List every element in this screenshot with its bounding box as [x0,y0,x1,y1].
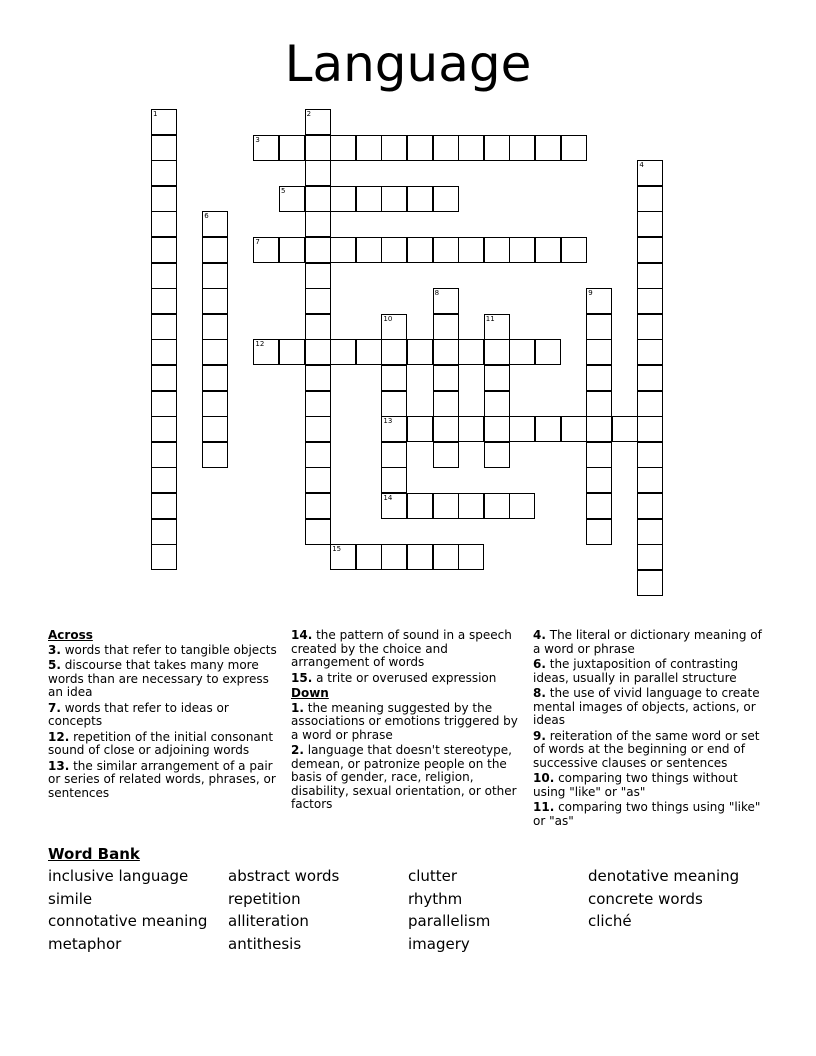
clue-text: discourse that takes many more words than are necessary to express an idea [48,658,269,699]
clue-number: 8 [434,289,440,298]
clue-number: 2 [306,110,312,118]
grid-cell[interactable] [381,186,407,212]
grid-cell[interactable] [381,365,407,391]
grid-cell[interactable] [279,135,305,161]
grid-cell[interactable] [330,237,356,263]
grid-cell[interactable] [535,237,561,263]
grid-cell[interactable] [356,544,382,570]
clue-number: 1 [153,110,158,118]
grid-cell[interactable] [586,467,612,493]
down-clue [533,629,769,656]
grid-cell[interactable] [381,442,407,468]
clue-number-label: 14. [291,628,313,642]
grid-cell[interactable] [458,544,484,570]
grid-cell[interactable] [407,416,433,442]
clue-text: repetition of the initial consonant sound of close or adjoining words [48,729,274,757]
grid-cell[interactable] [433,442,459,468]
grid-cell[interactable] [433,544,459,570]
grid-cell[interactable] [305,263,331,289]
grid-cell[interactable] [509,237,535,263]
grid-cell[interactable] [586,493,612,519]
grid-cell[interactable] [305,237,331,263]
grid-cell[interactable] [509,135,535,161]
word-bank-item: abstract words [228,867,340,885]
grid-cell[interactable] [253,237,279,263]
grid-cell[interactable] [407,544,433,570]
grid-cell[interactable] [484,237,510,263]
grid-cell[interactable] [509,416,535,442]
grid-cell[interactable] [637,339,663,365]
across-clue [48,644,284,658]
grid-cell[interactable] [305,467,331,493]
word-bank-item: alliteration [228,912,309,931]
grid-cell[interactable] [151,365,177,391]
clue-text: the use of vivid language to create mental images of objects, actions, or ideas [533,686,760,727]
grid-cell[interactable] [586,416,612,442]
grid-cell[interactable] [305,135,331,161]
grid-cell[interactable] [381,135,407,161]
grid-cell[interactable] [484,391,510,417]
clue-number-label: 8. [533,686,546,700]
grid-cell[interactable] [330,339,356,365]
across-clue [48,702,284,729]
grid-cell[interactable] [586,314,612,340]
word-bank-item: connotative meaning [48,912,208,931]
grid-cell[interactable] [279,339,305,365]
clue-number-label: 5. [48,658,61,672]
grid-cell[interactable] [458,416,484,442]
grid-cell[interactable] [637,186,663,212]
down-clue [533,730,769,771]
grid-cell[interactable] [637,314,663,340]
clue-text: comparing two things using "like" or "as" [533,800,761,828]
grid-cell[interactable] [202,416,228,442]
word-bank-item: metaphor [48,935,122,954]
clue-number: 9 [588,289,593,298]
clue-number-label: 7. [48,700,61,715]
word-bank-item: rhythm [408,889,463,908]
across-clue [291,629,527,670]
grid-cell[interactable] [305,288,331,314]
grid-cell[interactable] [151,237,177,263]
grid-cell[interactable] [637,493,663,519]
grid-cell[interactable] [305,186,331,212]
grid-cell[interactable] [356,339,382,365]
clue-column-2 [291,629,527,814]
grid-cell[interactable] [637,544,663,570]
across-heading: Across [48,628,93,642]
grid-cell[interactable] [637,467,663,493]
down-heading: Down [291,686,329,700]
grid-cell[interactable] [407,493,433,519]
grid-cell[interactable] [151,442,177,468]
grid-cell[interactable] [151,211,177,237]
grid-cell[interactable] [637,211,663,237]
grid-cell[interactable] [305,109,331,135]
grid-cell[interactable] [151,493,177,519]
grid-cell[interactable] [381,544,407,570]
word-bank-item: imagery [408,935,470,954]
grid-cell[interactable] [433,416,459,442]
grid-cell[interactable] [484,339,510,365]
grid-cell[interactable] [151,339,177,365]
grid-cell[interactable] [305,442,331,468]
grid-cell[interactable] [202,442,228,468]
grid-cell[interactable] [202,211,228,237]
clue-number: 11 [485,314,495,323]
grid-cell[interactable] [381,339,407,365]
grid-cell[interactable] [305,211,331,237]
word-bank-item: denotative meaning [588,867,740,885]
grid-cell[interactable] [202,365,228,391]
word-bank-item: inclusive language [48,867,189,885]
grid-cell[interactable] [202,339,228,365]
grid-cell[interactable] [484,442,510,468]
grid-cell[interactable] [330,544,356,570]
grid-cell[interactable] [151,519,177,545]
grid-cell[interactable] [305,365,331,391]
grid-cell[interactable] [202,314,228,340]
clue-column-1 [48,629,284,802]
clue-text: the similar arrangement of a pair or series of related words, phrases, or sentences [48,758,276,800]
clue-number-label: 2. [291,743,304,757]
across-clue [48,731,284,758]
grid-cell[interactable] [637,160,663,186]
grid-cell[interactable] [381,493,407,519]
grid-cell[interactable] [151,288,177,314]
grid-cell[interactable] [407,186,433,212]
clue-number-label: 1. [291,700,304,715]
clue-text: the juxtaposition of contrasting ideas, usually in parallel structure [533,657,739,685]
clue-number-label: 6. [533,657,546,671]
grid-cell[interactable] [305,160,331,186]
down-clue [533,801,769,828]
grid-cell[interactable] [458,493,484,519]
grid-cell[interactable] [433,493,459,519]
across-clue [291,672,527,686]
grid-cell[interactable] [433,339,459,365]
grid-cell[interactable] [381,416,407,442]
grid-cell[interactable] [330,135,356,161]
word-bank-item: parallelism [408,912,491,931]
across-clue [48,659,284,700]
grid-cell[interactable] [535,416,561,442]
grid-cell[interactable] [433,391,459,417]
clue-number: 10 [383,314,393,323]
grid-cell[interactable] [151,416,177,442]
down-clue [533,687,769,728]
grid-cell[interactable] [484,416,510,442]
grid-cell[interactable] [458,135,484,161]
grid-cell[interactable] [637,416,663,442]
grid-cell[interactable] [279,186,305,212]
clue-number-label: 9. [533,728,546,743]
grid-cell[interactable] [151,544,177,570]
grid-cell[interactable] [561,416,587,442]
grid-cell[interactable] [151,467,177,493]
clue-number: 5 [281,186,286,195]
clue-number: 14 [383,494,393,502]
grid-cell[interactable] [356,135,382,161]
grid-cell[interactable] [535,135,561,161]
grid-cell[interactable] [305,519,331,545]
clue-number-label: 11. [533,800,555,814]
down-clue [291,744,527,812]
grid-cell[interactable] [637,519,663,545]
grid-cell[interactable] [151,135,177,161]
grid-cell[interactable] [637,263,663,289]
grid-cell[interactable] [305,314,331,340]
clue-number-label: 12. [48,729,70,744]
grid-cell[interactable] [253,339,279,365]
grid-cell[interactable] [151,160,177,186]
grid-cell[interactable] [305,493,331,519]
grid-cell[interactable] [637,365,663,391]
down-clue [533,658,769,685]
word-bank-item: cliché [588,912,632,931]
grid-cell[interactable] [637,237,663,263]
puzzle-title: Language [284,35,532,93]
clue-number-label: 4. [533,628,546,642]
word-bank-item: clutter [408,867,458,885]
grid-cell[interactable] [381,467,407,493]
clue-text: words that refer to tangible objects [60,642,277,657]
word-bank-item: repetition [228,889,301,908]
clue-number: 13 [383,417,393,426]
grid-cell[interactable] [458,237,484,263]
word-bank-item: simile [48,889,93,908]
grid-cell[interactable] [151,263,177,289]
grid-cell[interactable] [637,391,663,417]
grid-cell[interactable] [330,186,356,212]
grid-cell[interactable] [458,339,484,365]
grid-cell[interactable] [433,237,459,263]
grid-cell[interactable] [151,391,177,417]
grid-cell[interactable] [637,442,663,468]
across-clue [48,760,284,801]
grid-cell[interactable] [433,314,459,340]
clue-text: comparing two things without using "like" or "as" [533,771,738,799]
grid-cell[interactable] [305,339,331,365]
grid-cell[interactable] [433,186,459,212]
grid-cell[interactable] [407,237,433,263]
clue-number: 4 [639,161,644,170]
clue-number-label: 13. [48,758,70,773]
clue-text: words that refer to ideas or concepts [48,700,229,728]
clue-text: a trite or overused expression [312,670,497,685]
down-clue [533,772,769,799]
grid-cell[interactable] [381,314,407,340]
grid-cell[interactable] [509,339,535,365]
clue-text: reiteration of the same word or set of words at the beginning or end of successive clauses or sentences [533,728,760,770]
grid-cell[interactable] [586,391,612,417]
clue-number-label: 15. [291,670,313,685]
grid-cell[interactable] [586,339,612,365]
clue-number: 3 [255,135,260,144]
clue-number-label: 3. [48,642,61,657]
grid-cell[interactable] [484,314,510,340]
grid-cell[interactable] [253,135,279,161]
grid-cell[interactable] [561,237,587,263]
grid-cell[interactable] [433,288,459,314]
grid-cell[interactable] [637,570,663,596]
grid-cell[interactable] [484,135,510,161]
grid-cell[interactable] [202,288,228,314]
clue-number: 12 [255,340,265,349]
clue-text: the meaning suggested by the associations or emotions triggered by a word or phrase [291,700,518,742]
grid-cell[interactable] [586,365,612,391]
grid-cell[interactable] [279,237,305,263]
clue-text: The literal or dictionary meaning of a word or phrase [533,628,762,656]
grid-cell[interactable] [484,493,510,519]
clue-number: 7 [255,238,260,246]
grid-cell[interactable] [202,237,228,263]
grid-cell[interactable] [151,186,177,212]
grid-cell[interactable] [407,339,433,365]
grid-cell[interactable] [381,237,407,263]
grid-cell[interactable] [433,135,459,161]
word-bank-item: concrete words [588,889,703,908]
grid-cell[interactable] [381,391,407,417]
word-bank-heading: Word Bank [48,845,140,863]
clue-number: 15 [332,545,342,554]
clue-number: 6 [204,212,209,221]
grid-cell[interactable] [356,186,382,212]
grid-cell[interactable] [305,391,331,417]
grid-cell[interactable] [586,519,612,545]
word-bank-item: antithesis [228,935,302,954]
grid-cell[interactable] [305,416,331,442]
grid-cell[interactable] [586,288,612,314]
grid-cell[interactable] [586,442,612,468]
grid-cell[interactable] [202,391,228,417]
grid-cell[interactable] [433,365,459,391]
clue-text: language that doesn't stereotype, demean, or patronize people on the basis of gender, race, religion, disability, sexual orientation, or other factors [291,743,517,811]
grid-cell[interactable] [612,416,638,442]
clue-number-label: 10. [533,771,555,785]
grid-cell[interactable] [356,237,382,263]
grid-cell[interactable] [407,135,433,161]
grid-cell[interactable] [151,314,177,340]
clue-column-3 [533,629,769,830]
grid-cell[interactable] [484,365,510,391]
grid-cell[interactable] [202,263,228,289]
grid-cell[interactable] [561,135,587,161]
grid-cell[interactable] [151,109,177,135]
grid-cell[interactable] [535,339,561,365]
down-clue [291,702,527,743]
grid-cell[interactable] [509,493,535,519]
grid-cell[interactable] [637,288,663,314]
clue-text: the pattern of sound in a speech created by the choice and arrangement of words [291,628,512,669]
